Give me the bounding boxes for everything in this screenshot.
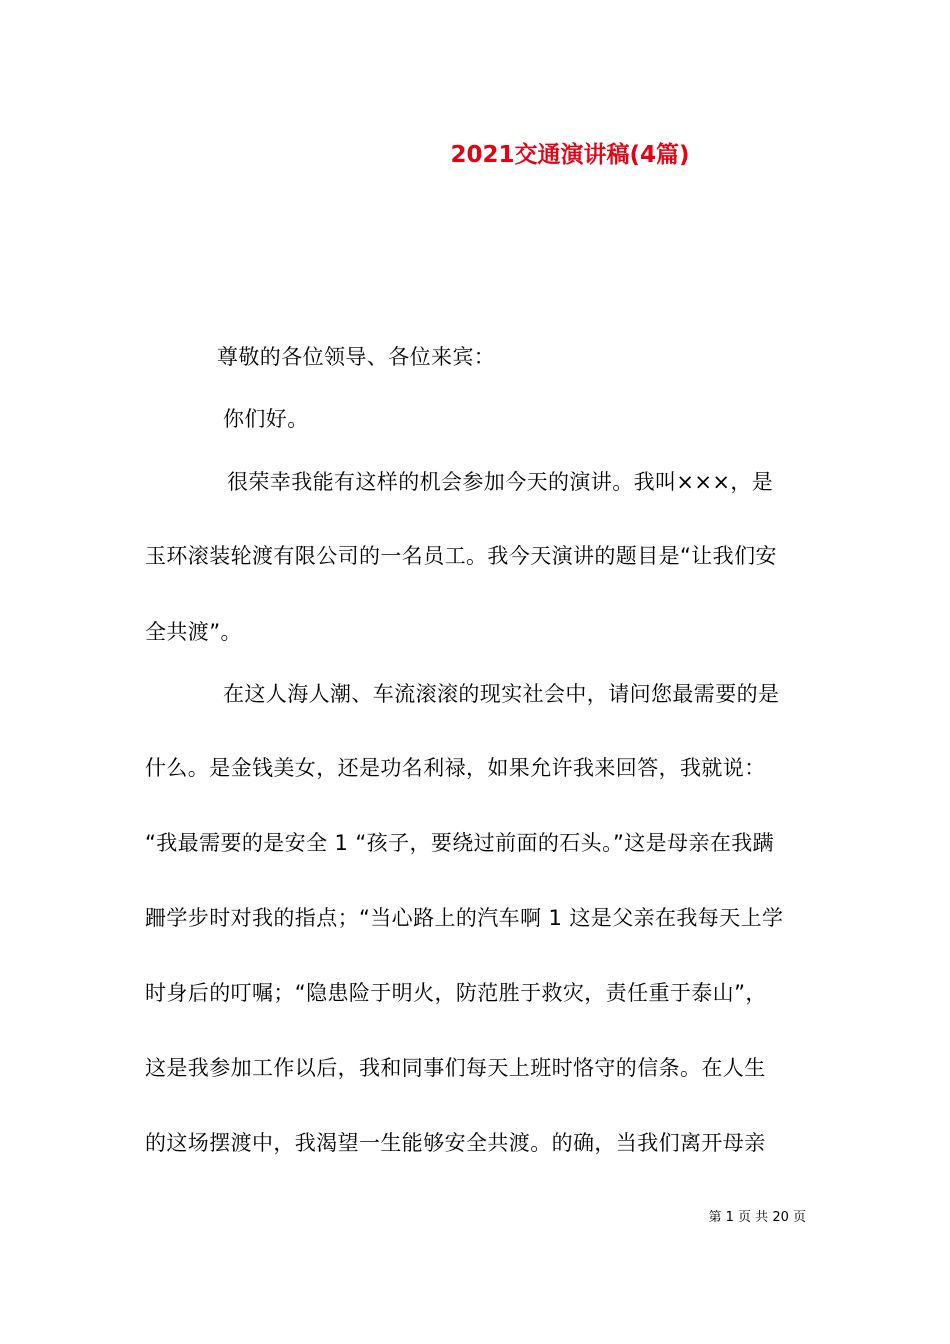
paragraph-line: 全共渡”。 [145,620,242,644]
paragraph-line: 这是我参加工作以后，我和同事们每天上班时恪守的信条。在人生 [145,1056,766,1080]
paragraph-line: 什么。是金钱美女，还是功名利禄，如果允许我来回答，我就说： [145,756,766,780]
greeting-line: 你们好。 [223,407,309,431]
salutation-line: 尊敬的各位领导、各位来宾： [217,345,496,369]
paragraph-line: 的这场摆渡中，我渴望一生能够安全共渡。的确，当我们离开母亲 [145,1131,766,1155]
paragraph-line: 玉环滚装轮渡有限公司的一名员工。我今天演讲的题目是“让我们安 [145,544,777,568]
paragraph-line: 跚学步时对我的指点；“当心路上的汽车啊 1 这是父亲在我每天上学 [145,906,784,930]
page-number-footer: 第 1 页 共 20 页 [708,1210,806,1225]
paragraph-line: 时身后的叮嘱；“隐患险于明火，防范胜于救灾，责任重于泰山”， [145,981,767,1005]
paragraph-line: 很荣幸我能有这样的机会参加今天的演讲。我叫×××，是 [227,470,774,494]
paragraph-line: 在这人海人潮、车流滚滚的现实社会中，请问您最需要的是 [223,682,780,706]
document-title: 2021交通演讲稿(4篇) [450,142,690,168]
paragraph-line: “我最需要的是安全 1 “孩子，要绕过前面的石头。”这是母亲在我蹒 [145,831,775,855]
